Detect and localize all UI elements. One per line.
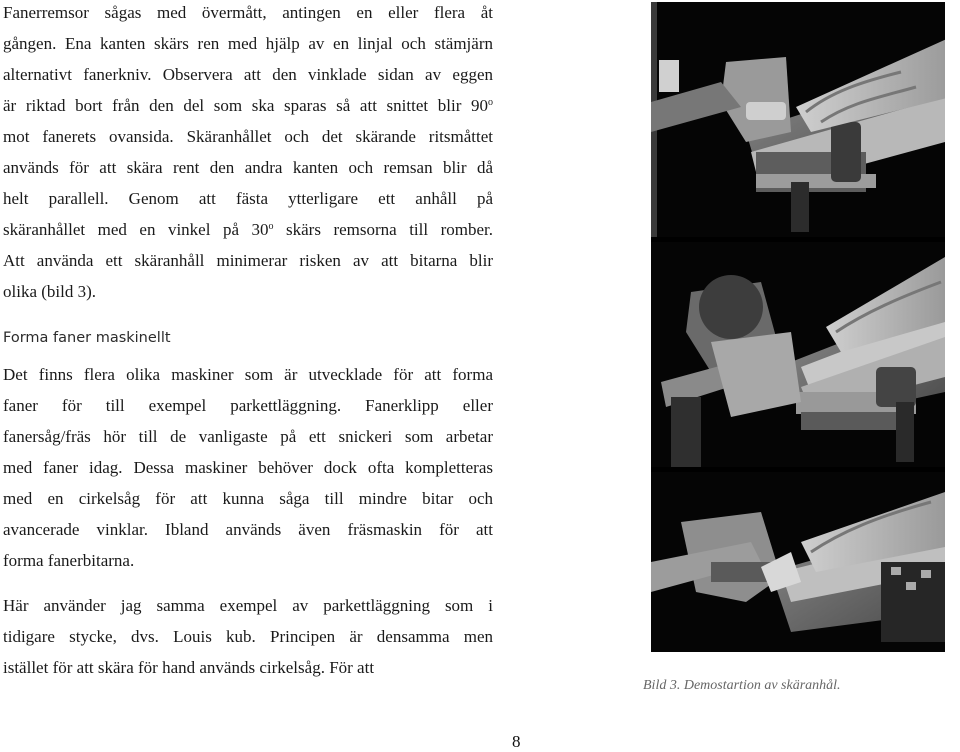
text-line: istället för att skära för hand används cirkelsåg. För att — [3, 658, 375, 677]
photo-panel-1 — [651, 2, 945, 237]
degree-sup: o — [488, 97, 493, 108]
text-run: är riktad bort från den del som ska sparas så att snittet blir 90 — [3, 96, 488, 115]
text-line — [3, 220, 493, 240]
text-line: med en cirkelsåg för att kunna såga till mindre bitar och — [3, 489, 493, 508]
text-line: fanersåg/fräs hör till de vanligaste på ett snickeri som arbetar — [3, 427, 493, 446]
text-line: helt parallell. Genom att fästa ytterligare ett anhåll på — [3, 189, 493, 208]
text-line: används för att skära rent den andra kanten och remsan blir då — [3, 158, 493, 177]
text-line: Att använda ett skäranhåll minimerar risken av att bitarna blir — [3, 251, 493, 270]
text-run: skäranhållet med en vinkel på 30 — [3, 220, 269, 239]
text-line: forma fanerbitarna. — [3, 551, 135, 570]
text-line: med faner idag. Dessa maskiner behöver dock ofta kompletteras — [3, 458, 493, 477]
figure-caption: Bild 3. Demostartion av skäranhål. — [643, 678, 841, 693]
text-line: Här använder jag samma exempel av parkettläggning som i — [3, 596, 493, 615]
photo-panel-3 — [651, 472, 945, 652]
text-line: tidigare stycke, dvs. Louis kub. Principen är densamma men — [3, 627, 493, 646]
text-run: skärs remsorna till romber. — [273, 220, 493, 239]
page-number: 8 — [512, 732, 521, 751]
text-line: gången. Ena kanten skärs ren med hjälp av en linjal och stämjärn — [3, 34, 493, 53]
text-line: Det finns flera olika maskiner som är utvecklade för att forma — [3, 365, 493, 384]
photo-panel-2 — [651, 242, 945, 467]
text-line: olika (bild 3). — [3, 282, 97, 301]
demonstration-photo — [651, 2, 945, 652]
text-line: faner för till exempel parkettläggning. Fanerklipp eller — [3, 396, 493, 415]
degree-sup: o — [268, 221, 274, 232]
text-line: Fanerremsor sågas med övermått, antingen en eller flera åt — [3, 3, 493, 22]
text-line: avancerade vinklar. Ibland används även fräsmaskin för att — [3, 520, 493, 539]
section-heading: Forma faner maskinellt — [3, 330, 171, 346]
text-line — [3, 96, 493, 116]
text-line: mot fanerets ovansida. Skäranhållet och det skärande ritsmåttet — [3, 127, 493, 146]
text-line: alternativt fanerkniv. Observera att den vinklade sidan av eggen — [3, 65, 493, 84]
